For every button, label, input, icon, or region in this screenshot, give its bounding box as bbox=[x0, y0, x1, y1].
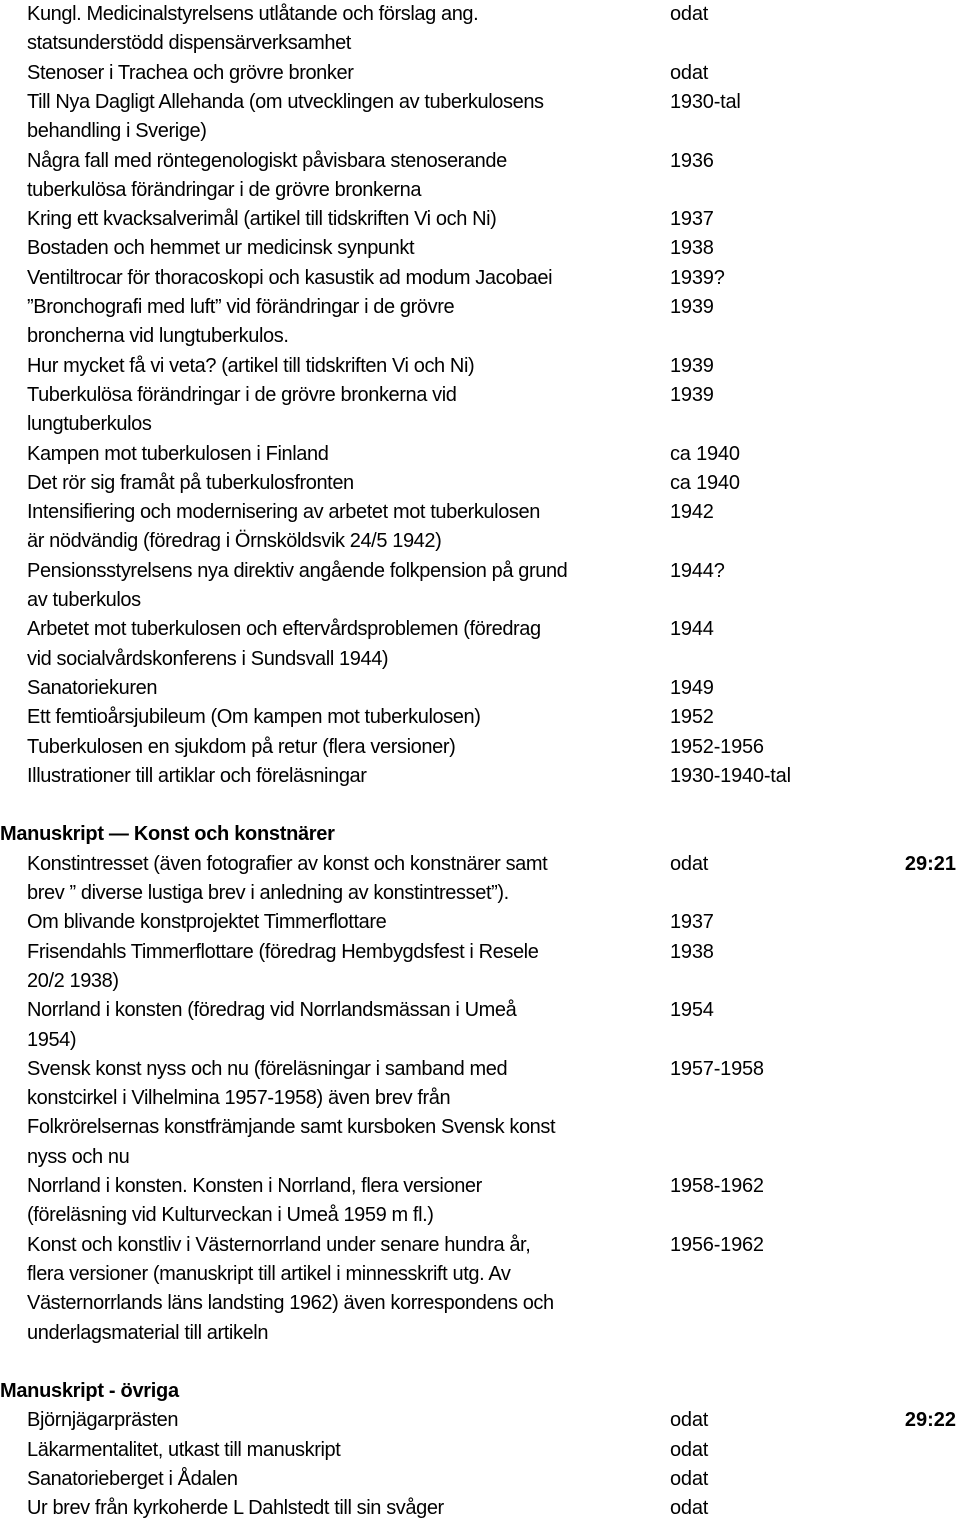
entry-line bbox=[0, 1172, 960, 1201]
entry-title: Pensionsstyrelsens nya direktiv angående folkpension på grund bbox=[27, 559, 568, 582]
entry-line bbox=[0, 733, 960, 762]
section-heading-other: Manuskript - övriga bbox=[0, 1380, 179, 1403]
entry-line bbox=[0, 674, 960, 703]
entry-title: Tuberkulösa förändringar i de grövre bronkerna vid bbox=[27, 383, 457, 406]
entry-date: ca 1940 bbox=[670, 442, 740, 465]
entry-date: odat bbox=[670, 852, 709, 875]
entry-title: Sanatorieberget i Ådalen bbox=[27, 1468, 238, 1490]
entry-date: 1952-1956 bbox=[670, 735, 764, 758]
entry-line bbox=[0, 322, 960, 351]
entry-title: Kungl. Medicinalstyrelsens utlåtande och förslag ang. bbox=[27, 3, 479, 25]
entry-date: 1958-1962 bbox=[670, 1175, 764, 1197]
entry-title: Folkrörelsernas konstfrämjande samt kursboken Svensk konst bbox=[27, 1116, 556, 1139]
entry-title: Bostaden och hemmet ur medicinsk synpunkt bbox=[27, 237, 415, 260]
entry-line bbox=[0, 879, 960, 908]
entry-date: 1939? bbox=[670, 266, 725, 289]
entry-line bbox=[0, 59, 960, 88]
entry-title: Till Nya Dagligt Allehanda (om utvecklingen av tuberkulosens bbox=[27, 90, 544, 113]
entry-date: 1939 bbox=[670, 296, 714, 318]
entry-line bbox=[0, 88, 960, 117]
entry-title: behandling i Sverige) bbox=[27, 120, 207, 143]
entry-line bbox=[0, 1494, 960, 1523]
entry-title: ”Bronchografi med luft” vid förändringar i de grövre bbox=[27, 296, 455, 318]
entry-line bbox=[0, 0, 960, 29]
entry-date: 1952 bbox=[670, 706, 714, 729]
entry-date: 1938 bbox=[670, 940, 714, 963]
entry-line bbox=[0, 381, 960, 410]
entry-title: Norrland i konsten (föredrag vid Norrlandsmässan i Umeå bbox=[27, 999, 517, 1022]
entry-title: Kampen mot tuberkulosen i Finland bbox=[27, 442, 329, 465]
entry-title: nyss och nu bbox=[27, 1145, 130, 1168]
entry-line bbox=[0, 908, 960, 937]
entry-title: Illustrationer till artiklar och föreläsningar bbox=[27, 764, 367, 787]
entry-line bbox=[0, 234, 960, 263]
entry-line bbox=[0, 117, 960, 146]
entry-title: konstcirkel i Vilhelmina 1957-1958) även brev från bbox=[27, 1087, 451, 1110]
entry-date: 1936 bbox=[670, 149, 714, 172]
entry-title: Arbetet mot tuberkulosen och eftervårdsproblemen (föredrag bbox=[27, 618, 541, 641]
entry-line bbox=[0, 1113, 960, 1142]
entry-date: odat bbox=[670, 1497, 709, 1520]
entry-title: Hur mycket få vi veta? (artikel till tidskriften Vi och Ni) bbox=[27, 354, 475, 377]
entry-line bbox=[0, 205, 960, 234]
entry-title: flera versioner (manuskript till artikel i minnesskrift utg. Av bbox=[27, 1262, 511, 1285]
entry-line bbox=[0, 498, 960, 527]
entry-line bbox=[0, 1201, 960, 1230]
entry-title: Svensk konst nyss och nu (föreläsningar i samband med bbox=[27, 1057, 508, 1080]
entry-line bbox=[0, 645, 960, 674]
entry-title: Norrland i konsten. Konsten i Norrland, flera versioner bbox=[27, 1175, 482, 1197]
entry-line bbox=[0, 264, 960, 293]
entry-title: Ur brev från kyrkoherde L Dahlstedt till sin svåger bbox=[27, 1497, 444, 1520]
entry-line bbox=[0, 1289, 960, 1318]
entry-title: broncherna vid lungtuberkulos. bbox=[27, 325, 289, 348]
entry-line bbox=[0, 557, 960, 586]
entry-title: Intensifiering och modernisering av arbetet mot tuberkulosen bbox=[27, 501, 540, 524]
entry-line bbox=[0, 615, 960, 644]
entry-line bbox=[0, 1231, 960, 1260]
entry-title: av tuberkulos bbox=[27, 589, 141, 611]
entry-line bbox=[0, 1465, 960, 1494]
entry-line bbox=[0, 762, 960, 791]
entry-date: 1930-1940-tal bbox=[670, 764, 791, 787]
entry-title: är nödvändig (föredrag i Örnsköldsvik 24/5 1942) bbox=[27, 530, 442, 553]
entry-line bbox=[0, 586, 960, 615]
entry-line bbox=[0, 293, 960, 322]
entry-date: 1937 bbox=[670, 911, 714, 934]
entry-title: (föreläsning vid Kulturveckan i Umeå 1959 m fl.) bbox=[27, 1204, 434, 1227]
entry-date: 1930-tal bbox=[670, 90, 741, 113]
entry-date: 1937 bbox=[670, 208, 714, 231]
entry-title: Tuberkulosen en sjukdom på retur (flera versioner) bbox=[27, 735, 456, 758]
entry-line bbox=[0, 996, 960, 1025]
entry-line bbox=[0, 1055, 960, 1084]
entry-title: Kring ett kvacksalverimål (artikel till tidskriften Vi och Ni) bbox=[27, 208, 497, 231]
entry-title: Konstintresset (även fotografier av konst och konstnärer samt bbox=[27, 852, 548, 875]
entry-title: Om blivande konstprojektet Timmerflottare bbox=[27, 911, 387, 934]
entry-date: 1939 bbox=[670, 354, 714, 377]
entry-date: odat bbox=[670, 1409, 709, 1432]
entry-line bbox=[0, 1026, 960, 1055]
entry-title: Västernorrlands läns landsting 1962) även korrespondens och bbox=[27, 1292, 554, 1315]
entry-line bbox=[0, 1319, 960, 1348]
entry-line bbox=[0, 967, 960, 996]
entry-title: lungtuberkulos bbox=[27, 413, 152, 436]
entry-title: statsunderstödd dispensärverksamhet bbox=[27, 32, 351, 55]
entry-date: 1949 bbox=[670, 676, 714, 699]
entry-line bbox=[0, 469, 960, 498]
entry-line bbox=[0, 850, 960, 879]
entry-title: Konst och konstliv i Västernorrland under senare hundra år, bbox=[27, 1233, 531, 1256]
entry-date: 1944 bbox=[670, 618, 714, 641]
entry-line bbox=[0, 703, 960, 732]
entry-date: 1954 bbox=[670, 999, 714, 1022]
entry-line bbox=[0, 352, 960, 381]
entry-line bbox=[0, 1406, 960, 1435]
entry-line bbox=[0, 1260, 960, 1289]
entry-line bbox=[0, 147, 960, 176]
entry-date: odat bbox=[670, 1438, 709, 1461]
entry-title: Några fall med röntegenologiskt påvisbara stenoserande bbox=[27, 149, 507, 172]
entry-line bbox=[0, 440, 960, 469]
entry-date: odat bbox=[670, 3, 709, 25]
entry-line bbox=[0, 938, 960, 967]
entry-title: Sanatoriekuren bbox=[27, 676, 158, 699]
entry-title: underlagsmaterial till artikeln bbox=[27, 1321, 269, 1344]
box-reference: 29:21 bbox=[904, 852, 956, 875]
entry-line bbox=[0, 1084, 960, 1113]
section-heading-art: Manuskript — Konst och konstnärer bbox=[0, 823, 335, 846]
entry-line bbox=[0, 1143, 960, 1172]
entry-date: 1957-1958 bbox=[670, 1057, 764, 1080]
entry-title: 1954) bbox=[27, 1028, 77, 1051]
entry-date: 1944? bbox=[670, 559, 725, 582]
entry-title: vid socialvårdskonferens i Sundsvall 1944) bbox=[27, 647, 389, 670]
entry-line bbox=[0, 1436, 960, 1465]
entry-title: Frisendahls Timmerflottare (föredrag Hembygdsfest i Resele bbox=[27, 940, 539, 963]
entry-date: 1956-1962 bbox=[670, 1233, 764, 1256]
entry-title: brev ” diverse lustiga brev i anledning av konstintresset”). bbox=[27, 882, 509, 904]
entry-title: 20/2 1938) bbox=[27, 969, 119, 992]
entry-date: ca 1940 bbox=[670, 471, 740, 494]
entry-title: Det rör sig framåt på tuberkulosfronten bbox=[27, 471, 354, 494]
entry-title: Läkarmentalitet, utkast till manuskript bbox=[27, 1438, 341, 1461]
entry-line bbox=[0, 29, 960, 58]
entry-line bbox=[0, 410, 960, 439]
entry-line bbox=[0, 176, 960, 205]
box-reference: 29:22 bbox=[904, 1409, 956, 1432]
entry-date: 1938 bbox=[670, 237, 714, 260]
entry-title: Ventiltrocar för thoracoskopi och kasustik ad modum Jacobaei bbox=[27, 266, 553, 289]
entry-date: odat bbox=[670, 1468, 709, 1490]
entry-date: odat bbox=[670, 61, 709, 84]
entry-title: Ett femtioårsjubileum (Om kampen mot tuberkulosen) bbox=[27, 706, 481, 729]
entry-title: Björnjägarprästen bbox=[27, 1409, 179, 1432]
entry-title: Stenoser i Trachea och grövre bronker bbox=[27, 61, 354, 84]
entry-date: 1939 bbox=[670, 383, 714, 406]
entry-title: tuberkulösa förändringar i de grövre bronkerna bbox=[27, 178, 422, 201]
entry-line bbox=[0, 527, 960, 556]
entry-date: 1942 bbox=[670, 501, 714, 524]
